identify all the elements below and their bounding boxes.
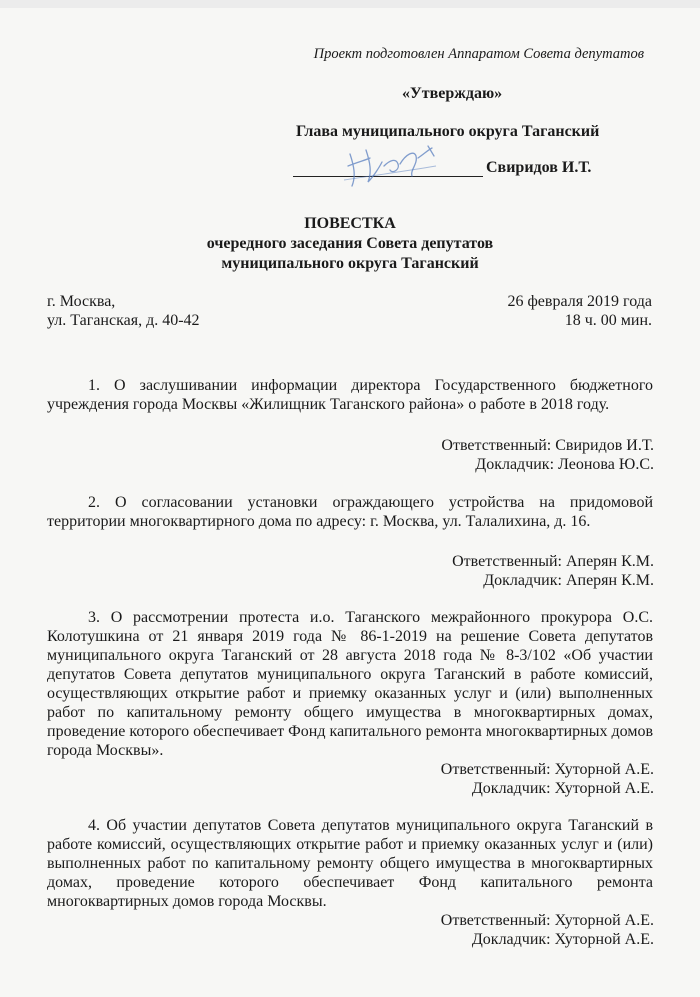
top-edge [0, 0, 700, 8]
meeting-datetime [507, 292, 652, 330]
responsible: Ответственный: Аперян К.М. [452, 553, 654, 570]
meeting-date: 26 февраля 2019 года [507, 293, 652, 310]
speaker: Докладчик: Хуторной А.Е. [471, 780, 654, 797]
prepared-by-note: Проект подготовлен Аппаратом Совета депутатов [313, 46, 644, 62]
agenda-item-3-responsible [441, 760, 654, 798]
speaker: Докладчик: Леонова Ю.С. [475, 456, 654, 473]
agenda-subtitle-2: муниципального округа Таганский [221, 255, 479, 272]
responsible: Ответственный: Хуторной А.Е. [440, 912, 654, 929]
approve-label: «Утверждаю» [402, 85, 503, 102]
agenda-item-4-responsible [441, 911, 654, 949]
speaker: Докладчик: Аперян К.М. [483, 572, 654, 589]
head-title: Глава муниципального округа Таганский [296, 123, 600, 140]
meeting-time: 18 ч. 00 мин. [564, 312, 652, 329]
agenda-item-4: 4. Об участии депутатов Совета депутатов муниципального округа Таганский в работе комиссий, осуществляющих открытие работ и приемку оказанных услуг и (или) выполненных работ по капитальному ремонту общего имущества в многоквартирных домах, проведение которого обеспечивает Фонд капитального ремонта многоквартирных домов города Москвы. [47, 817, 653, 910]
city: г. Москва, [47, 293, 116, 310]
responsible: Ответственный: Хуторной А.Е. [440, 761, 654, 778]
agenda-item-3: 3. О рассмотрении протеста и.о. Таганского межрайонного прокурора О.С. Колотушкина от 21 января 2019 года № 86-1-2019 на решение Совета депутатов муниципального округа Таганский от 28 августа 2018 года № 8-3/102 «Об участии депутатов Совета депутатов муниципального округа Таганский в работе комиссий, осуществляющих открытие работ и приемку оказанных услуг и (или) выполненных работ по капитальному ремонту общего имущества в многоквартирных домах, проведение которого обеспечивает Фонд капитального ремонта многоквартирных домов города Москвы». [47, 609, 653, 759]
agenda-item-1-responsible [441, 436, 654, 474]
handwritten-signature [340, 136, 440, 196]
address: ул. Таганская, д. 40-42 [47, 312, 200, 329]
agenda-title-block [0, 214, 700, 274]
agenda-item-2: 2. О согласовании установки ограждающего устройства на придомовой территории многоквартирного дома по адресу: г. Москва, ул. Талалихина, д. 16. [47, 494, 653, 530]
agenda-item-2-responsible [452, 552, 654, 590]
speaker: Докладчик: Хуторной А.Е. [471, 931, 654, 948]
responsible: Ответственный: Свиридов И.Т. [441, 437, 654, 454]
agenda-title: ПОВЕСТКА [304, 215, 396, 232]
agenda-item-1: 1. О заслушивании информации директора Государственного бюджетного учреждения города Москвы «Жилищник Таганского района» о работе в 2018 году. [47, 377, 653, 413]
document-page [0, 8, 700, 997]
agenda-subtitle-1: очередного заседания Совета депутатов [206, 235, 494, 252]
meeting-place [47, 292, 200, 330]
head-name: Свиридов И.Т. [486, 159, 592, 176]
